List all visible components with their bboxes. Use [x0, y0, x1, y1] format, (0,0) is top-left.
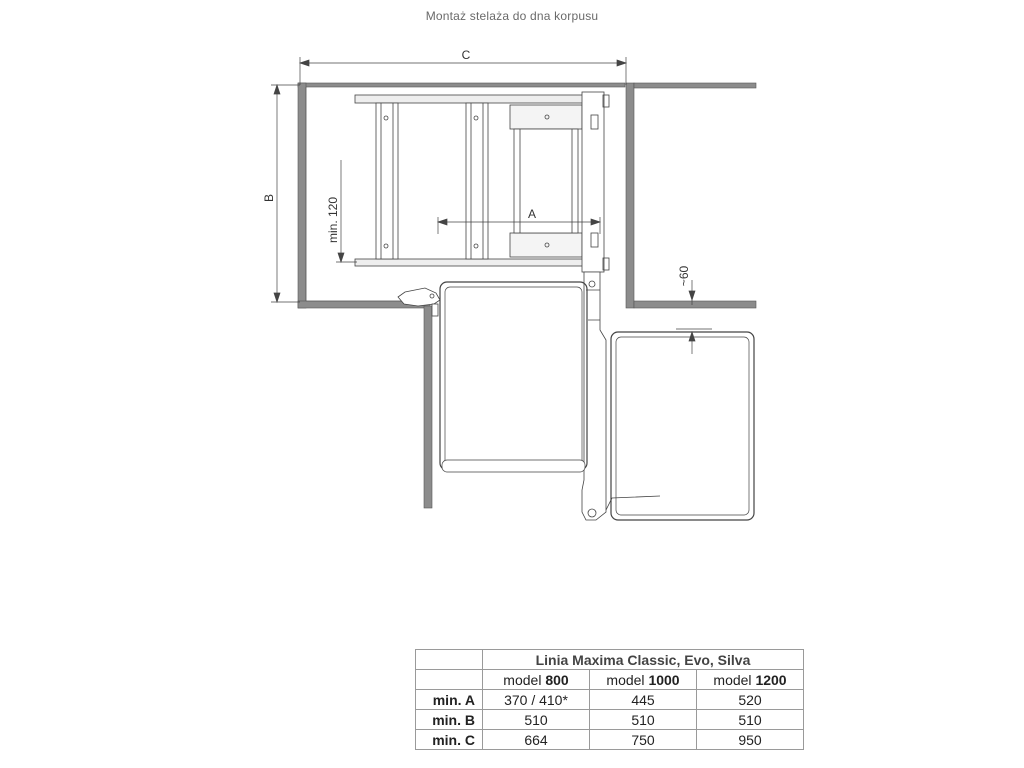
bottom-rail	[355, 259, 600, 266]
table-cell: 510	[590, 710, 697, 730]
series-name: Linia Maxima Classic, Evo, Silva	[483, 650, 804, 670]
central-column	[582, 272, 606, 520]
top-rail	[355, 95, 600, 103]
row-label: min. B	[416, 710, 483, 730]
dim-label-b: B	[262, 193, 276, 203]
row-label: min. A	[416, 690, 483, 710]
table-corner-cell	[416, 650, 483, 670]
model-cell: model 800	[483, 670, 590, 690]
table-header-row	[416, 650, 804, 670]
dimensions-table	[415, 649, 804, 750]
model-cell: model 1000	[590, 670, 697, 690]
dim-label-a: A	[527, 207, 537, 221]
left-basket	[440, 282, 587, 472]
right-basket	[606, 332, 754, 520]
table-cell: 370 / 410*	[483, 690, 590, 710]
page-title: Montaż stelaża do dna korpusu	[425, 9, 599, 23]
door-panel	[424, 306, 432, 508]
table-cell: 664	[483, 730, 590, 750]
dim-label-c: C	[461, 48, 471, 62]
table-cell: 950	[697, 730, 804, 750]
table-cell: 510	[483, 710, 590, 730]
adjacent-top-wall	[634, 83, 756, 88]
dim-label-60: ~60	[677, 265, 691, 287]
table-cell: 510	[697, 710, 804, 730]
rear-frame	[355, 92, 609, 272]
table-models-row	[416, 670, 804, 690]
hinge-bracket	[398, 288, 440, 316]
table-row	[416, 710, 804, 730]
table-row	[416, 690, 804, 710]
table-row	[416, 730, 804, 750]
dim-label-min-120: min. 120	[326, 196, 340, 244]
model-cell: model 1200	[697, 670, 804, 690]
table-cell: 445	[590, 690, 697, 710]
table-cell: 750	[590, 730, 697, 750]
adjacent-bottom-wall	[634, 301, 756, 308]
row-label: min. C	[416, 730, 483, 750]
cabinet-left-wall	[298, 83, 306, 308]
cabinet-top-wall	[298, 83, 625, 87]
table-cell: 520	[697, 690, 804, 710]
cabinet-right-wall	[626, 83, 634, 308]
